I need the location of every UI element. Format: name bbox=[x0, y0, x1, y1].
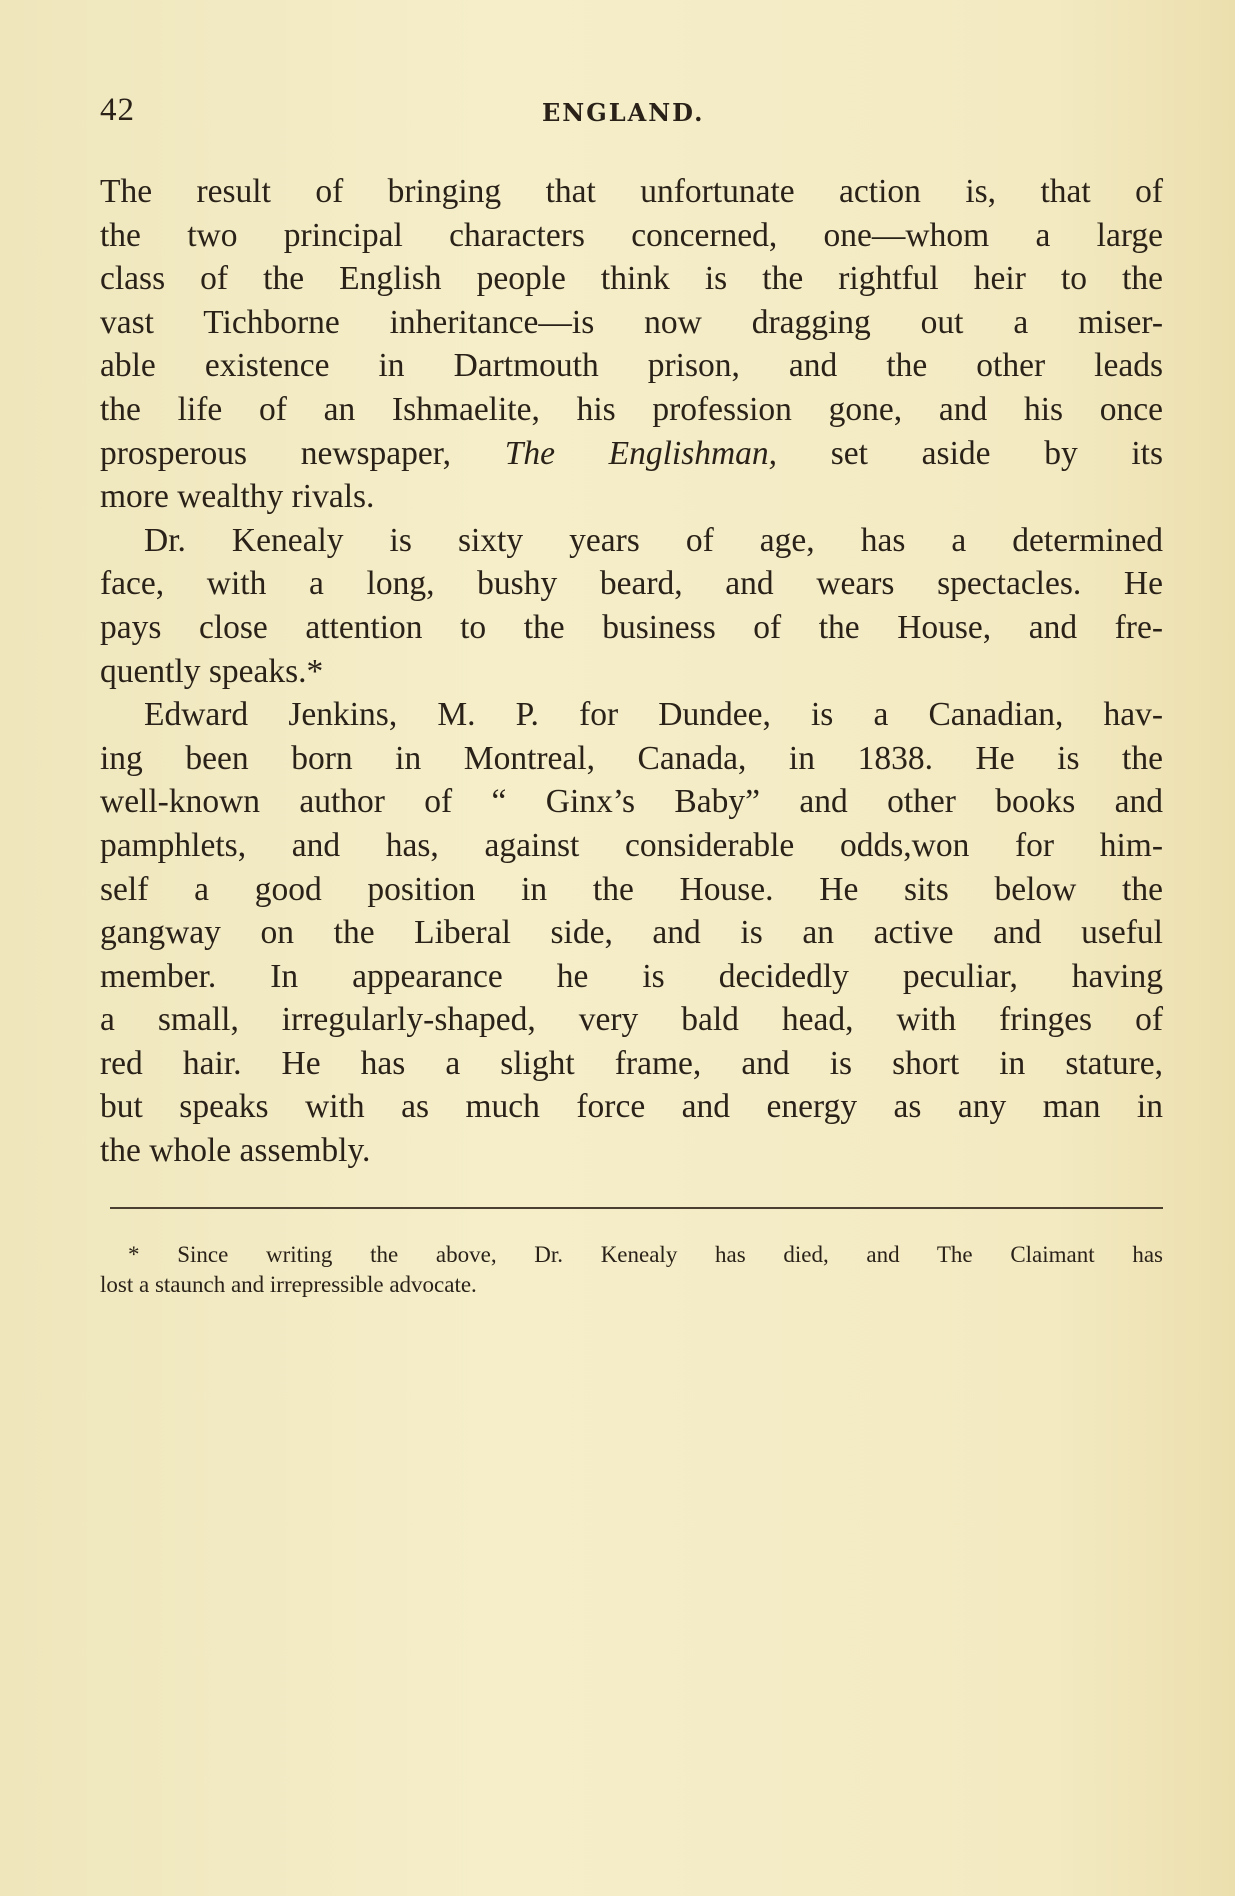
text-line: able existence in Dartmouth prison, and the other leads bbox=[100, 347, 1163, 385]
page-number: 42 bbox=[100, 92, 135, 128]
text-line: the two principal characters concerned, one—whom a large bbox=[100, 216, 1163, 254]
running-head bbox=[100, 92, 1165, 132]
text-line: the whole assembly. bbox=[100, 1132, 371, 1170]
text-line: pamphlets, and has, against considerable odds,won for him- bbox=[100, 826, 1163, 864]
text-line: but speaks with as much force and energy as any man in bbox=[100, 1088, 1163, 1126]
footnote-line: lost a staunch and irrepressible advocate. bbox=[100, 1272, 477, 1297]
footnote bbox=[100, 1240, 1163, 1300]
text-line: self a good position in the House. He sits below the bbox=[100, 870, 1163, 908]
newspaper-title: The Englishman, bbox=[504, 434, 778, 472]
text-line: red hair. He has a slight frame, and is short in stature, bbox=[100, 1044, 1163, 1082]
footnote-line: * Since writing the above, Dr. Kenealy has died, and The Claimant has bbox=[128, 1242, 1163, 1267]
text-line: well-known author of “ Ginx’s Baby” and other books and bbox=[100, 783, 1163, 821]
text-line: vast Tichborne inheritance—is now dragging out a miser- bbox=[100, 303, 1163, 341]
text-line: face, with a long, bushy beard, and wears spectacles. He bbox=[100, 565, 1163, 603]
running-title: ENGLAND. bbox=[542, 98, 705, 127]
text-line: Dr. Kenealy is sixty years of age, has a determined bbox=[144, 521, 1163, 559]
text-line: member. In appearance he is decidedly peculiar, having bbox=[100, 957, 1163, 995]
text-line: class of the English people think is the rightful heir to the bbox=[100, 260, 1163, 298]
body-text bbox=[100, 170, 1163, 1173]
text-line: pays close attention to the business of the House, and fre- bbox=[100, 608, 1163, 646]
footnote-divider bbox=[110, 1207, 1163, 1209]
text-line: gangway on the Liberal side, and is an active and useful bbox=[100, 914, 1163, 952]
text-line: the life of an Ishmaelite, his profession gone, and his once bbox=[100, 390, 1163, 428]
text-line: a small, irregularly-shaped, very bald head, with fringes of bbox=[100, 1001, 1163, 1039]
text-line: The result of bringing that unfortunate action is, that of bbox=[100, 173, 1163, 210]
text-line: ing been born in Montreal, Canada, in 1838. He is the bbox=[100, 739, 1163, 777]
text-line: more wealthy rivals. bbox=[100, 478, 375, 516]
text-segment: prosperous newspaper, bbox=[100, 434, 451, 472]
text-segment: set aside by its bbox=[830, 434, 1164, 472]
text-line: Edward Jenkins, M. P. for Dundee, is a Canadian, hav- bbox=[144, 696, 1163, 734]
text-line: quently speaks.* bbox=[100, 652, 324, 690]
text-line bbox=[100, 432, 1163, 476]
